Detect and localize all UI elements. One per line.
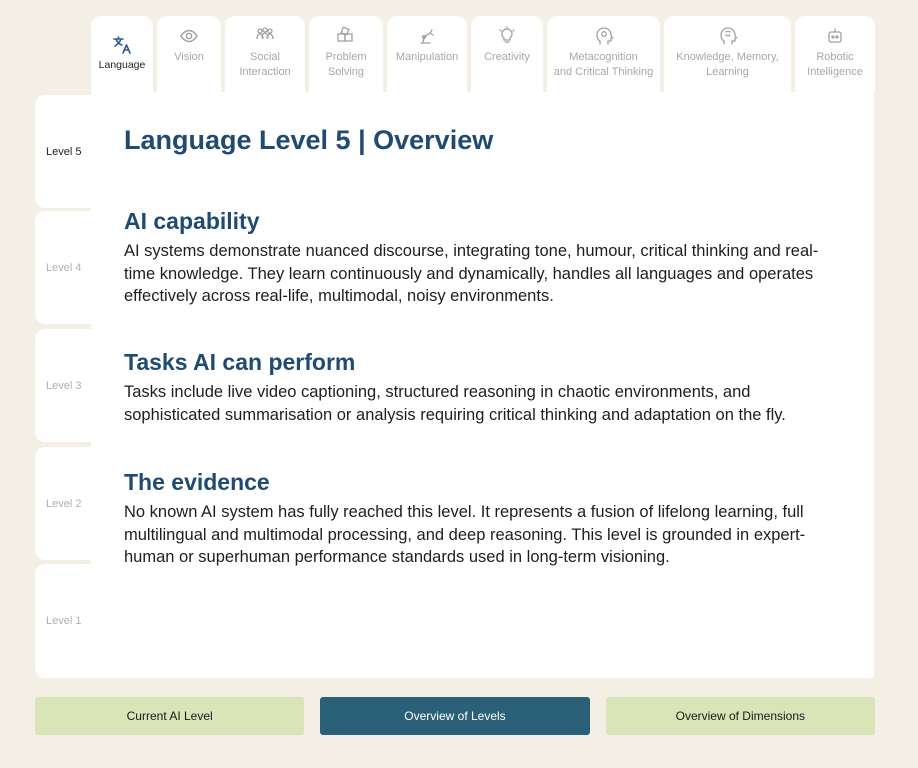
section-body: AI systems demonstrate nuanced discourse, integrating tone, humour, critical thinking and real-time knowledge. They learn continuously and dynamically, handles all languages and operates effectively across real-life, multimodal, noisy environments.	[124, 242, 819, 305]
current-ai-level-button[interactable]: Current AI Level	[35, 697, 304, 735]
tab-label: Creativity	[484, 51, 530, 63]
tab-label: Manipulation	[395, 51, 459, 63]
bottom-navigation	[35, 697, 875, 735]
tab-manipulation[interactable]	[387, 16, 467, 92]
tab-creativity[interactable]	[471, 16, 543, 92]
eye-icon	[179, 26, 199, 46]
tab-metacognition[interactable]	[547, 16, 660, 92]
tab-label: Robotic Intelligence	[807, 51, 863, 78]
tab-language[interactable]	[91, 16, 153, 94]
tab-label: Language	[98, 59, 146, 71]
tab-label: Vision	[174, 51, 204, 63]
level-tab-2[interactable]: Level 2	[35, 447, 91, 560]
section-body: Tasks include live video captioning, structured reasoning in chaotic environments, and sophisticated summarisation or analysis requiring critical thinking and adaptation on the fly.	[124, 383, 786, 424]
tab-label: Problem Solving	[325, 51, 367, 78]
tab-social-interaction[interactable]	[225, 16, 305, 92]
section-heading: The evidence	[124, 469, 270, 495]
people-icon	[255, 26, 275, 46]
section-evidence	[124, 467, 844, 569]
level-tab-5[interactable]: Level 5	[35, 95, 92, 208]
overview-of-dimensions-button[interactable]: Overview of Dimensions	[606, 697, 875, 735]
section-heading: Tasks AI can perform	[124, 349, 356, 375]
puzzle-icon	[336, 26, 356, 46]
section-body: No known AI system has fully reached this level. It represents a fusion of lifelong learning, full multilingual and multimodal processing, and deep reasoning. This level is grounded in expert-human or superhuman performance standards used in long-term visioning.	[124, 503, 806, 566]
head-brain-icon	[718, 26, 738, 46]
overview-of-levels-button[interactable]: Overview of Levels	[320, 697, 589, 735]
robot-arm-icon	[417, 26, 437, 46]
lightbulb-icon	[497, 26, 517, 46]
section-ai-capability	[124, 206, 844, 308]
tab-robotic-intelligence[interactable]	[795, 16, 875, 92]
level-overview-content	[124, 120, 844, 566]
tab-knowledge-memory-learning[interactable]	[664, 16, 791, 92]
tab-label: Knowledge, Memory, Learning	[676, 51, 779, 78]
tab-vision[interactable]	[157, 16, 221, 92]
tab-label: Metacognition and Critical Thinking	[553, 51, 654, 78]
level-tab-3[interactable]: Level 3	[35, 329, 91, 442]
level-tab-4[interactable]: Level 4	[35, 211, 91, 324]
page-title: Language Level 5 | Overview	[124, 125, 494, 155]
dimension-tabs	[91, 16, 875, 92]
section-tasks	[124, 347, 844, 426]
head-gear-icon	[594, 26, 614, 46]
tab-label: Social Interaction	[239, 51, 291, 78]
robot-face-icon	[825, 26, 845, 46]
level-tab-1[interactable]: Level 1	[35, 564, 91, 678]
section-heading: AI capability	[124, 208, 260, 234]
translate-icon	[112, 35, 132, 55]
tab-problem-solving[interactable]	[309, 16, 383, 92]
